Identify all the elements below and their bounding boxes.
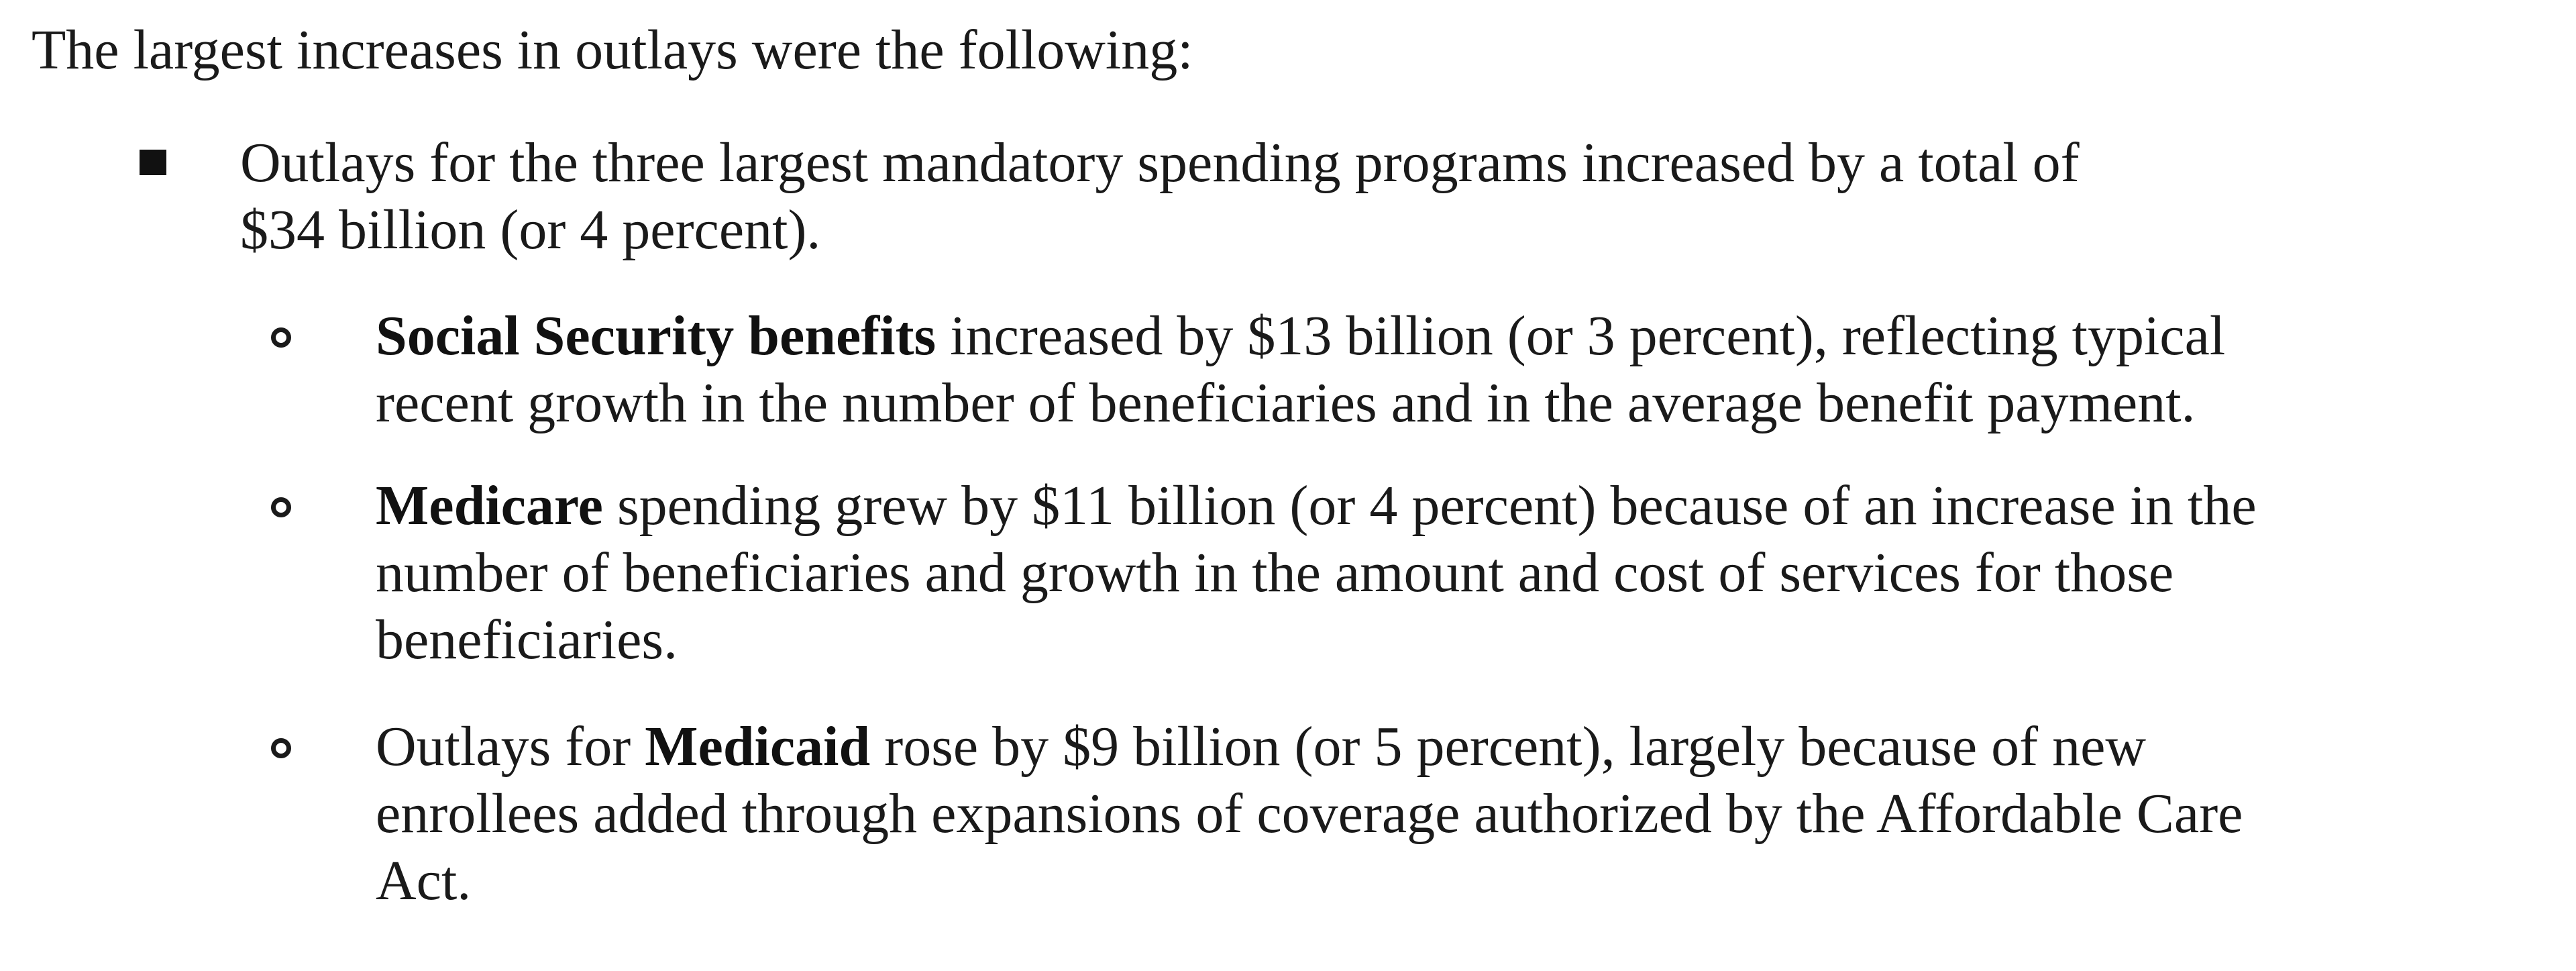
main-bullet-text	[240, 130, 2387, 264]
circle-bullet-icon	[271, 497, 291, 517]
sub-bullet-medicaid	[376, 713, 2522, 915]
sub-bullet-line-1-rest: spending grew by $11 billion (or 4 percent) because of an increase in the	[602, 474, 2257, 537]
sub-bullet-medicare	[376, 472, 2522, 674]
bold-term: Medicaid	[645, 715, 871, 778]
square-bullet-icon	[140, 150, 166, 175]
sub-bullet-line-1-pre: Outlays for	[376, 715, 645, 778]
main-bullet-line-1: Outlays for the three largest mandatory spending programs increased by a total of	[240, 132, 2080, 194]
sub-bullet-social-security	[376, 303, 2522, 437]
circle-bullet-icon	[271, 327, 291, 348]
sub-bullet-line-2: number of beneficiaries and growth in the amount and cost of services for those	[376, 542, 2174, 604]
sub-bullet-line-1	[376, 713, 2522, 780]
sub-bullet-line-2: recent growth in the number of beneficiaries and in the average benefit payment.	[376, 372, 2196, 434]
circle-bullet-icon	[271, 738, 291, 758]
cut-off-text-shapes	[240, 958, 2253, 971]
bold-term: Medicare	[376, 474, 603, 537]
sub-bullet-line-3: Act.	[376, 850, 472, 912]
sub-bullet-line-3: beneficiaries.	[376, 609, 678, 671]
sub-bullet-line-1-rest: increased by $13 billion (or 3 percent), reflecting typical	[936, 305, 2226, 367]
sub-bullet-line-1	[376, 303, 2522, 370]
intro-paragraph: The largest increases in outlays were the following:	[32, 19, 1193, 81]
sub-bullet-line-1-rest: rose by $9 billion (or 5 percent), largely because of new	[870, 715, 2147, 778]
sub-bullet-line-1	[376, 472, 2522, 540]
bold-term: Social Security benefits	[376, 305, 936, 367]
main-bullet-line-2: $34 billion (or 4 percent).	[240, 199, 821, 261]
cut-off-next-line	[240, 946, 2253, 971]
sub-bullet-line-2: enrollees added through expansions of coverage authorized by the Affordable Care	[376, 782, 2243, 845]
